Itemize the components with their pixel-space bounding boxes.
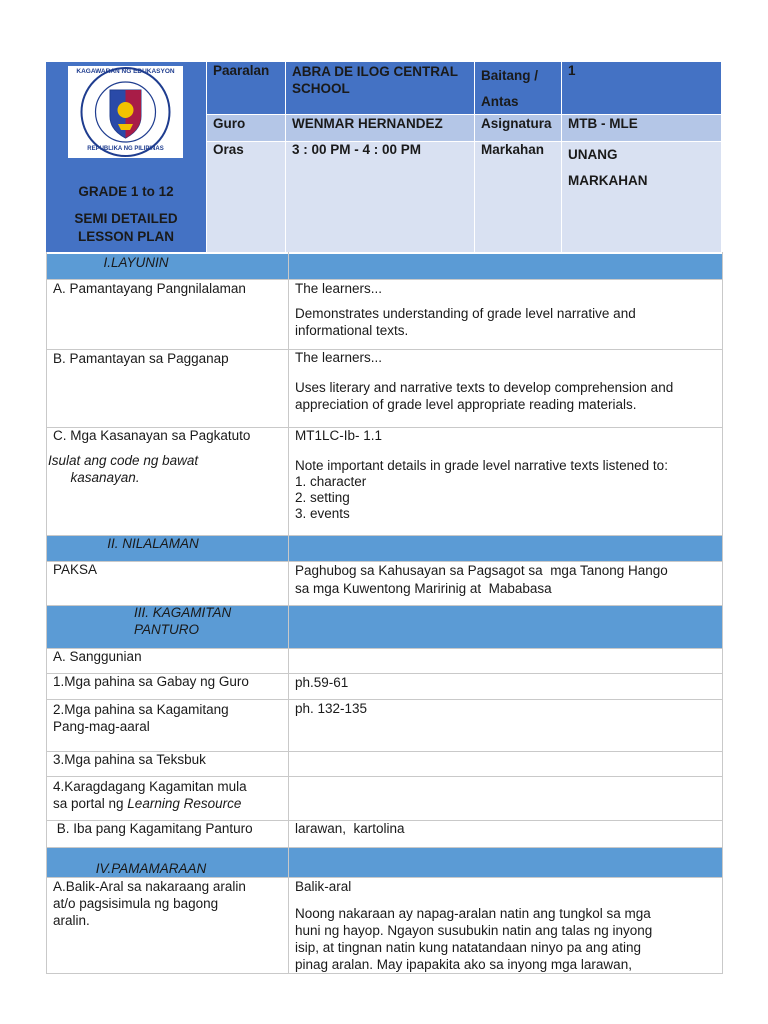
lesson-plan-label: SEMI DETAILED LESSON PLAN	[74, 211, 178, 244]
pamantayang-text: Demonstrates understanding of grade level narrative and informational texts.	[295, 306, 636, 338]
sanggunian-label: A. Sanggunian	[53, 649, 142, 664]
paaralan-value: ABRA DE ILOG CENTRAL SCHOOL	[292, 64, 458, 96]
iba-label: B. Iba pang Kagamitang Panturo	[53, 821, 253, 836]
markahan-value: UNANG MARKAHAN	[568, 147, 648, 188]
kagamitang-label: 2.Mga pahina sa Kagamitang Pang-mag-aaral	[53, 702, 229, 734]
teksbuk-label: 3.Mga pahina sa Teksbuk	[53, 752, 206, 767]
karagdagang-label	[53, 778, 247, 812]
karagdagang-label-text: 4.Karagdagang Kagamitan mula sa portal ng	[53, 779, 247, 811]
paksa-label: PAKSA	[53, 562, 98, 577]
guro-label: Guro	[213, 116, 246, 131]
gabay-label: 1.Mga pahina sa Gabay ng Guro	[53, 674, 249, 689]
balik-intro: Balik-aral	[295, 879, 352, 894]
pamantayang-label: A. Pamantayang Pangnilalaman	[53, 281, 246, 296]
baitang-label: Baitang / Antas	[481, 68, 539, 109]
kasanayan-note: Isulat ang code ng bawat kasanayan.	[48, 453, 199, 485]
guro-value: WENMAR HERNANDEZ	[292, 116, 443, 131]
section-kagamitan: III. KAGAMITAN PANTURO	[134, 605, 232, 637]
gabay-value: ph.59-61	[295, 675, 349, 690]
header-col-value-2	[562, 62, 721, 114]
deped-logo	[68, 66, 183, 158]
section-nilalaman: II. NILALAMAN	[107, 536, 199, 551]
logo-text: KAGAWARAN NG EDUKASYON	[76, 68, 175, 75]
kagamitang-value: ph. 132-135	[295, 701, 368, 716]
markahan-label: Markahan	[481, 142, 545, 157]
section-layunin: I.LAYUNIN	[103, 255, 169, 270]
grade-label: GRADE 1 to 12	[78, 184, 174, 199]
asignatura-label: Asignatura	[481, 116, 552, 131]
iba-value: larawan, kartolina	[295, 821, 405, 836]
kasanayan-text: Note important details in grade level narrative texts listened to: 1. character 2. setting 3. events	[295, 458, 668, 521]
balik-text: Noong nakaraan ay napag-aralan natin ang tungkol sa mga huni ng hayop. Ngayon susubukin natin ang talas ng inyong isip, at tingnan natin kung natatandaan ninyo pa ang ating pinag aralan. May ipapakita ako sa inyong mga larawan,	[295, 906, 653, 972]
section-pamamaraan: IV.PAMAMARAAN	[95, 861, 207, 876]
logo-subtext: REPUBLIKA NG PILIPINAS	[87, 146, 164, 152]
kasanayan-label: C. Mga Kasanayan sa Pagkatuto	[53, 428, 251, 443]
asignatura-value: MTB - MLE	[568, 116, 638, 131]
kasanayan-code: MT1LC-Ib- 1.1	[295, 428, 383, 443]
oras-label: Oras	[213, 142, 244, 157]
pagganap-label: B. Pamantayan sa Pagganap	[53, 351, 229, 366]
pagganap-text: Uses literary and narrative texts to develop comprehension and appreciation of grade level appropriate reading materials.	[295, 380, 674, 412]
pamantayang-intro: The learners...	[295, 281, 383, 296]
karagdagang-label-italic: Learning Resource	[127, 796, 242, 811]
baitang-value: 1	[568, 63, 576, 78]
paaralan-label: Paaralan	[213, 63, 270, 78]
paksa-text: Paghubog sa Kahusayan sa Pagsagot sa mga Tanong Hango sa mga Kuwentong Maririnig at Mababasa	[295, 563, 668, 596]
oras-value: 3 : 00 PM - 4 : 00 PM	[292, 142, 422, 157]
balik-label: A.Balik-Aral sa nakaraang aralin at/o pagsisimula ng bagong aralin.	[53, 879, 246, 928]
pagganap-intro: The learners...	[295, 350, 383, 365]
